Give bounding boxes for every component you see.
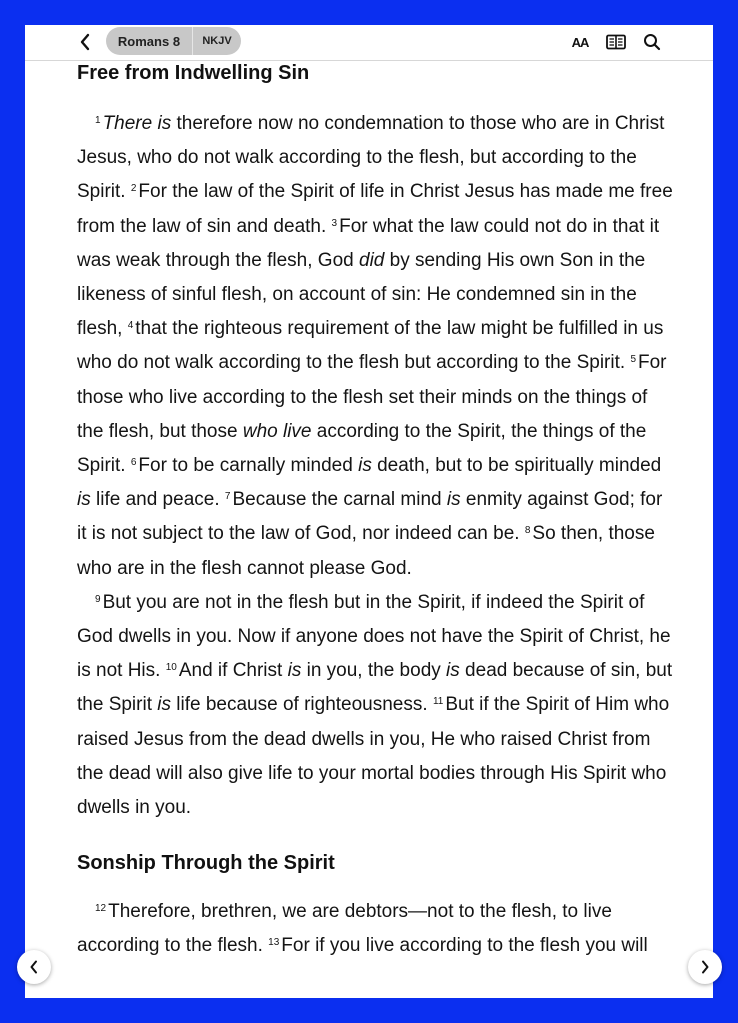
verse-text: death, but to be spiritually minded bbox=[371, 455, 662, 477]
section-heading: Sonship Through the Spirit bbox=[77, 852, 335, 875]
verse-number: 3 bbox=[331, 217, 338, 229]
verse-number: 8 bbox=[524, 525, 531, 537]
book-icon bbox=[606, 34, 626, 50]
chevron-right-icon bbox=[700, 960, 710, 974]
version-button[interactable]: NKJV bbox=[202, 35, 232, 47]
section-heading: Free from Indwelling Sin bbox=[77, 62, 310, 84]
search-button[interactable] bbox=[641, 30, 663, 54]
paragraph bbox=[77, 107, 677, 586]
italic-text: is bbox=[358, 455, 372, 477]
verse-number: 12 bbox=[95, 903, 107, 915]
verse-text: in you, the body bbox=[301, 660, 447, 682]
previous-chapter-button[interactable] bbox=[17, 950, 51, 984]
verse-text: For those who live according to the flesh set their minds on the things of the flesh, but those bbox=[77, 352, 667, 442]
verse-text: For if you live according to the flesh you will bbox=[281, 935, 648, 957]
verse-number: 13 bbox=[268, 937, 280, 949]
reader-page bbox=[25, 25, 713, 998]
chevron-left-icon bbox=[29, 960, 39, 974]
verse-number: 9 bbox=[95, 593, 101, 605]
verse-text: And if Christ bbox=[178, 660, 288, 682]
next-chapter-button[interactable] bbox=[688, 950, 722, 984]
verse-text: that the righteous requirement of the law might be fulfilled in us who do not walk according to the flesh but according to the Spirit. bbox=[77, 318, 664, 374]
book-chapter-button[interactable]: Romans 8 bbox=[106, 27, 193, 55]
passage-selector bbox=[106, 27, 241, 55]
verse-text: For the law of the Spirit of life in Christ Jesus has made me free from the law of sin and death. bbox=[77, 181, 673, 237]
font-size-button[interactable] bbox=[569, 30, 591, 54]
verse-text: life because of righteousness. bbox=[171, 694, 433, 716]
verse-text: For what the law could not do in that it was weak through the flesh, God bbox=[77, 215, 660, 271]
back-button[interactable] bbox=[75, 31, 95, 53]
verse-number: 6 bbox=[130, 457, 137, 469]
chapter-text bbox=[77, 61, 677, 964]
parallel-view-button[interactable] bbox=[605, 30, 627, 54]
verse-text: enmity against God; for it is not subject to the law of God, nor indeed can be. bbox=[77, 489, 663, 545]
italic-text: There is bbox=[102, 113, 172, 134]
verse-text: according to the Spirit, the things of the Spirit. bbox=[77, 420, 647, 477]
verse-text: So then, those who are in the flesh cannot please God. bbox=[77, 523, 655, 579]
italic-text: did bbox=[359, 249, 385, 271]
toolbar-actions bbox=[569, 30, 663, 54]
italic-text: is bbox=[287, 660, 302, 682]
verse-text: But you are not in the flesh but in the Spirit, if indeed the Spirit of God dwells in you. Now if anyone does not have the Spirit of Christ, he is not His. bbox=[77, 591, 671, 682]
paragraph bbox=[77, 586, 677, 825]
verse-text: Therefore, brethren, we are debtors—not to the flesh, to live according to the flesh. bbox=[77, 901, 612, 957]
top-toolbar bbox=[25, 25, 713, 61]
italic-text: is bbox=[446, 660, 460, 682]
verse-number: 5 bbox=[630, 354, 636, 366]
verse-text: by sending His own Son in the likeness of sinful flesh, on account of sin: He condemned sin in the flesh, bbox=[77, 249, 646, 340]
verse-number: 2 bbox=[130, 183, 137, 195]
verse-number: 1 bbox=[95, 115, 101, 126]
verse-text: For to be carnally minded bbox=[138, 455, 359, 477]
verse-number: 7 bbox=[224, 491, 231, 503]
verse-number: 10 bbox=[165, 662, 177, 674]
chevron-left-icon bbox=[79, 33, 91, 51]
verse-text: life and peace. bbox=[90, 489, 225, 511]
verse-text: But if the Spirit of Him who raised Jesus from the dead dwells in you, He who raised Christ from the dead will also give life to your mortal bodies through His Spirit who dwells in you. bbox=[77, 694, 670, 819]
italic-text: who live bbox=[242, 420, 312, 442]
verse-text: dead because of sin, but the Spirit bbox=[77, 660, 673, 716]
italic-text: is bbox=[446, 489, 461, 511]
verse-text: Because the carnal mind bbox=[232, 489, 447, 511]
italic-text: is bbox=[77, 489, 91, 511]
font-size-icon: AA bbox=[571, 34, 589, 50]
search-icon bbox=[643, 33, 661, 51]
verse-text: therefore now no condemnation to those who are in Christ Jesus, who do not walk according to the flesh, but according to the Spirit. bbox=[77, 113, 665, 203]
italic-text: is bbox=[157, 694, 171, 716]
verse-number: 11 bbox=[432, 696, 444, 708]
paragraph bbox=[77, 895, 677, 963]
verse-number: 4 bbox=[127, 320, 134, 332]
